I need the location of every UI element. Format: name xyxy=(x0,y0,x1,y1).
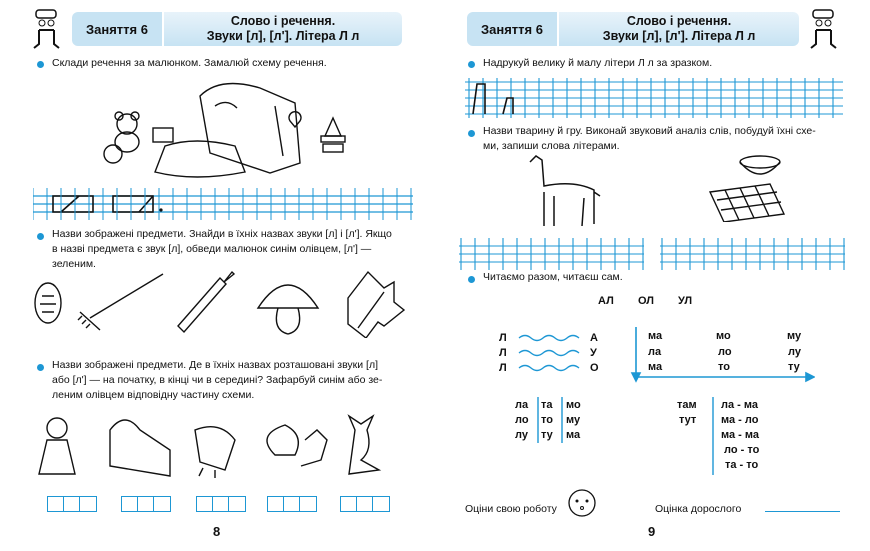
syllable: ла xyxy=(515,399,529,411)
analysis-grid-lotto xyxy=(660,238,845,270)
task-1-text: Надрукуй велику й малу літери Л л за зразком. xyxy=(483,57,713,69)
word: там xyxy=(677,399,697,411)
slide-letter: О xyxy=(590,362,599,374)
bullet-icon xyxy=(468,130,475,137)
word: та - то xyxy=(725,459,759,471)
table-cell: ма xyxy=(648,330,663,342)
syllable: му xyxy=(566,414,581,426)
table-cell: ла xyxy=(648,346,662,358)
objects-row xyxy=(28,268,413,338)
parrot-icon xyxy=(195,427,235,478)
sentence-scheme-grid xyxy=(33,188,413,220)
task-2-text: Назви зображені предмети. Знайди в їхніх назвах звуки [л] і [л']. Якщо в назві предмета є звук [л], обведи малюнок синім олівцем, [л'] — зеленим. xyxy=(52,228,392,270)
task-3-text: Назви зображені предмети. Де в їхніх назвах розташовані звуки [л] або [л'] — на початку, в кінці чи в середині? Зафарбуй синім або зе- леним олівцем відповідну частину схеми. xyxy=(52,359,383,401)
word: тут xyxy=(679,414,697,426)
syllable: мо xyxy=(566,399,581,411)
doll-icon xyxy=(39,440,75,474)
word: ло - то xyxy=(724,444,760,456)
table-cell: то xyxy=(718,361,730,373)
task-3-text: Читаємо разом, читаєш сам. xyxy=(483,271,623,283)
smiley-face-icon[interactable] xyxy=(567,488,597,518)
lotto-game-icon xyxy=(705,152,815,222)
slide-letter: Л xyxy=(499,362,507,374)
table-cell: му xyxy=(787,330,802,342)
word-scheme[interactable] xyxy=(121,496,171,512)
syllable: та xyxy=(541,399,553,411)
slide-letter: Л xyxy=(499,347,507,359)
bullet-icon xyxy=(37,61,44,68)
bedroom-illustration xyxy=(95,76,355,181)
table-cell: лу xyxy=(788,346,801,358)
table-cell: ло xyxy=(718,346,732,358)
syllable: УЛ xyxy=(678,295,693,307)
pencil-icon xyxy=(178,272,234,332)
lesson-label: Заняття 6 xyxy=(467,12,557,46)
syllable: ло xyxy=(515,414,529,426)
word: ма - ма xyxy=(721,429,759,441)
slide-letter: А xyxy=(590,332,598,344)
adult-evaluation-field[interactable] xyxy=(765,511,840,512)
leaf-icon xyxy=(348,272,404,338)
letter-writing-grid xyxy=(465,78,843,118)
self-evaluation-label: Оціни свою роботу xyxy=(465,503,557,515)
syllable: то xyxy=(541,414,553,426)
syllable: ОЛ xyxy=(638,295,655,307)
word: ла - ма xyxy=(721,399,758,411)
llama-icon xyxy=(520,152,620,232)
fox-icon xyxy=(349,416,379,474)
table-cell: ту xyxy=(788,361,800,373)
adult-evaluation-label: Оцінка дорослого xyxy=(655,503,742,515)
syllable: ма xyxy=(566,429,581,441)
slide-letter: Л xyxy=(499,332,507,344)
pictures-row xyxy=(35,410,415,485)
letter-l-mascot-icon xyxy=(30,8,64,50)
lamp-icon xyxy=(258,285,318,334)
task-2-text: Назви тварину й гру. Виконай звуковий аналіз слів, побудуй їхні схе- ми, запиши слова літерами. xyxy=(483,125,816,152)
bullet-icon xyxy=(37,233,44,240)
page-number: 8 xyxy=(213,524,221,539)
lesson-label: Заняття 6 xyxy=(72,12,162,46)
right-page xyxy=(435,0,870,551)
syllable: АЛ xyxy=(598,295,614,307)
bullet-icon xyxy=(37,364,44,371)
analysis-grid-llama xyxy=(459,238,644,270)
table-cell: мо xyxy=(716,330,731,342)
word-scheme[interactable] xyxy=(340,496,390,512)
word: ма - ло xyxy=(721,414,759,426)
slide-letter: У xyxy=(590,347,597,359)
column-divider xyxy=(711,397,715,477)
bullet-icon xyxy=(468,61,475,68)
task-1-text: Склади речення за малюнком. Замалюй схему речення. xyxy=(52,57,327,69)
bed-icon xyxy=(110,420,170,476)
lesson-header xyxy=(467,12,799,46)
bullet-icon xyxy=(468,276,475,283)
letter-l-mascot-icon xyxy=(807,8,841,50)
squirrel-icon xyxy=(267,425,327,466)
raspberry-icon xyxy=(35,283,61,323)
lesson-title: Слово і речення. Звуки [л], [л']. Літера Л л xyxy=(559,12,799,46)
word-scheme[interactable] xyxy=(196,496,246,512)
syllable: лу xyxy=(515,429,528,441)
syllable: ту xyxy=(541,429,553,441)
lesson-title: Слово і речення. Звуки [л], [л']. Літера Л л xyxy=(164,12,402,46)
sliding-syllable-waves xyxy=(507,328,597,374)
word-scheme[interactable] xyxy=(267,496,317,512)
word-scheme[interactable] xyxy=(47,496,97,512)
rake-icon xyxy=(90,274,163,318)
table-cell: ма xyxy=(648,361,663,373)
page-number: 9 xyxy=(648,524,656,539)
lesson-header xyxy=(72,12,402,46)
